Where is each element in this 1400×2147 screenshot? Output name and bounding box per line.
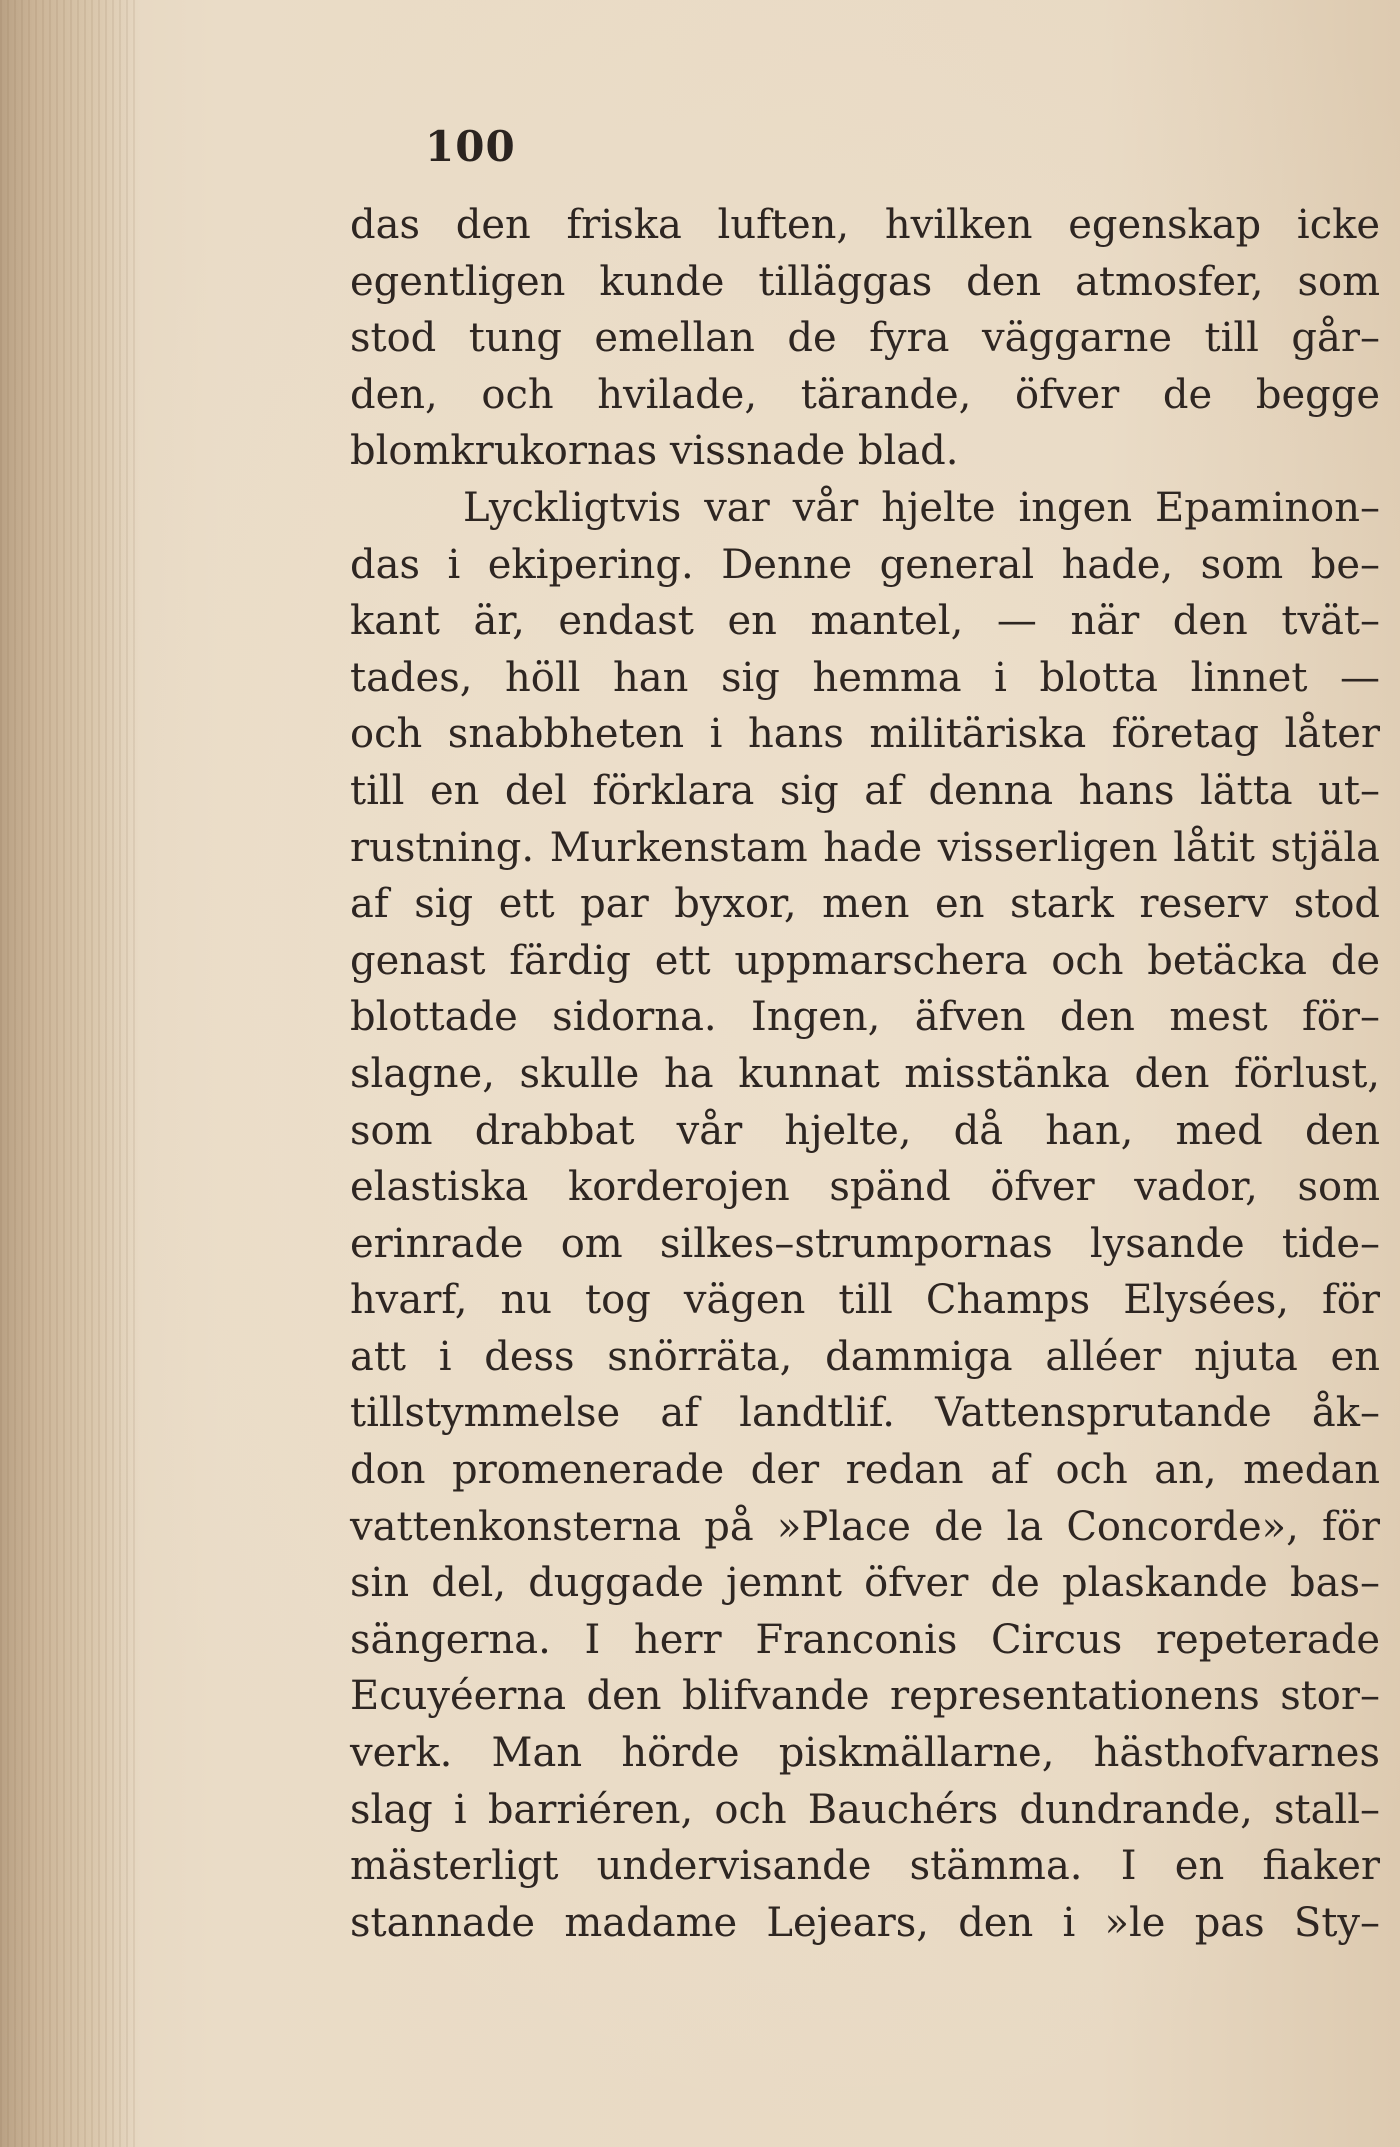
text-line: mästerligt undervisande stämma. I en fiaker bbox=[350, 1843, 1380, 1890]
text-line: rustning. Murkenstam hade visserligen låtit stjäla bbox=[350, 824, 1380, 871]
text-line: egentligen kunde tilläggas den atmosfer, som bbox=[350, 258, 1380, 305]
text-line: elastiska korderojen spänd öfver vador, som bbox=[350, 1164, 1380, 1211]
text-line: das i ekipering. Denne general hade, som be– bbox=[350, 541, 1380, 588]
text-line: slag i barriéren, och Bauchérs dundrande, stall– bbox=[350, 1786, 1380, 1833]
text-line: das den friska luften, hvilken egenskap icke bbox=[350, 202, 1380, 248]
page-number: 100 bbox=[425, 122, 516, 171]
text-line: stod tung emellan de fyra väggarne till går– bbox=[350, 315, 1380, 362]
text-line: att i dess snörräta, dammiga alléer njuta en bbox=[350, 1333, 1380, 1380]
text-line: don promenerade der redan af och an, medan bbox=[350, 1447, 1380, 1494]
text-line: den, och hvilade, tärande, öfver de begge bbox=[350, 371, 1380, 418]
page-gutter bbox=[0, 0, 140, 2147]
text-line: verk. Man hörde piskmällarne, hästhofvarnes bbox=[350, 1730, 1380, 1777]
text-line: och snabbheten i hans militäriska företag låter bbox=[350, 711, 1380, 758]
text-line: erinrade om silkes–strumpornas lysande tide– bbox=[350, 1220, 1380, 1267]
text-line: af sig ett par byxor, men en stark reserv stod bbox=[350, 881, 1380, 928]
text-line: genast färdig ett uppmarschera och betäcka de bbox=[350, 937, 1380, 984]
text-line: Lyckligtvis var vår hjelte ingen Epaminon– bbox=[463, 484, 1380, 531]
text-line: blomkrukornas vissnade blad. bbox=[350, 428, 959, 475]
body-text bbox=[350, 197, 1380, 1951]
text-line: kant är, endast en mantel, — när den tvät– bbox=[350, 598, 1380, 645]
text-line: stannade madame Lejears, den i »le pas Sty– bbox=[350, 1899, 1380, 1946]
text-line: tillstymmelse af landtlif. Vattensprutande åk– bbox=[350, 1390, 1380, 1437]
text-line: sängerna. I herr Franconis Circus repeterade bbox=[350, 1616, 1380, 1663]
text-line: som drabbat vår hjelte, då han, med den bbox=[350, 1107, 1380, 1154]
text-line: Ecuyéerna den blifvande representationens stor– bbox=[350, 1673, 1380, 1720]
text-line: tades, höll han sig hemma i blotta linnet — bbox=[350, 654, 1380, 701]
text-line: till en del förklara sig af denna hans lätta ut– bbox=[350, 767, 1380, 814]
text-line: blottade sidorna. Ingen, äfven den mest för– bbox=[350, 994, 1380, 1041]
text-line: sin del, duggade jemnt öfver de plaskande bas– bbox=[350, 1560, 1380, 1607]
text-line: vattenkonsterna på »Place de la Concorde», för bbox=[350, 1503, 1380, 1550]
text-line: hvarf, nu tog vägen till Champs Elysées, för bbox=[350, 1277, 1380, 1324]
text-line: slagne, skulle ha kunnat misstänka den förlust, bbox=[350, 1050, 1380, 1097]
